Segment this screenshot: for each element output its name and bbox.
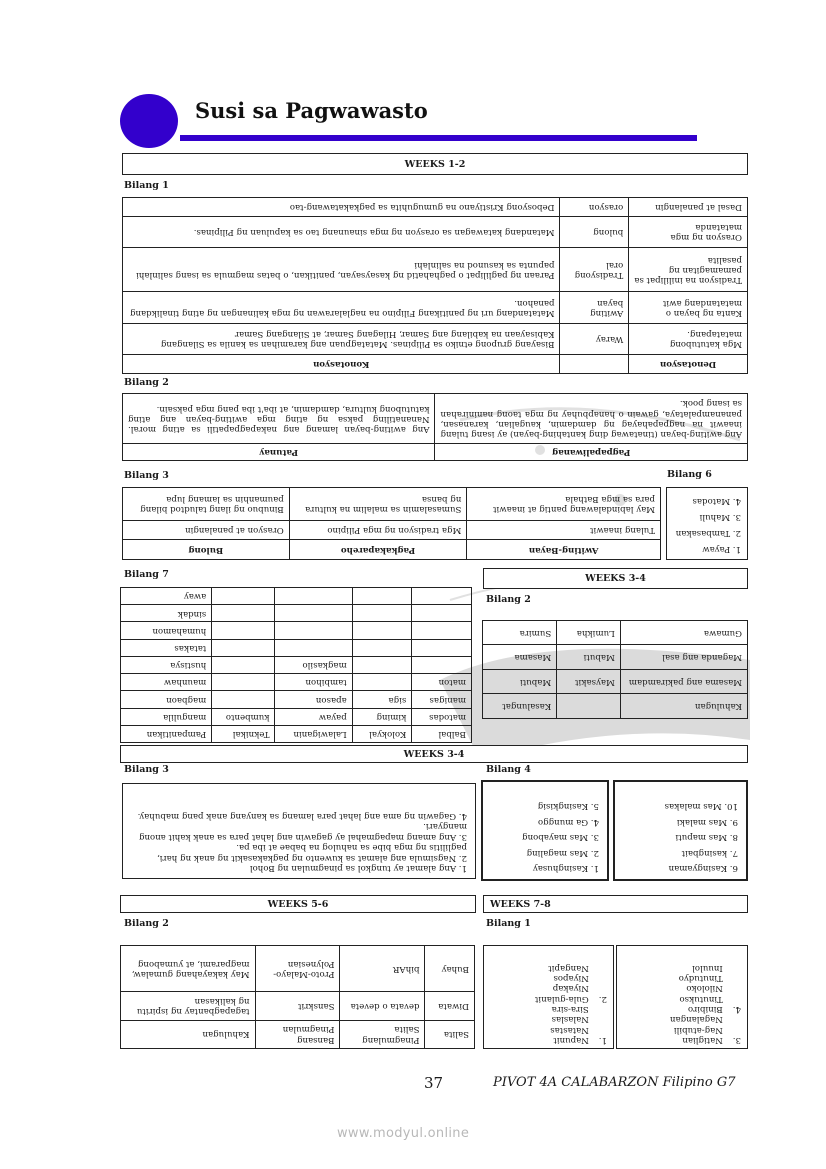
table-cell: Tradisyong oral	[560, 248, 629, 292]
table-cell: orasyon	[560, 198, 629, 217]
table-cell	[212, 656, 275, 673]
module-title: PIVOT 4A CALABARZON Filipino G7	[493, 1075, 736, 1090]
table-row	[123, 292, 748, 323]
table-cell: Paraan ng paglilipat o paghahatid ng kasaysayan, panitikan, o batas magmula sa isang salinlahi papunta sa kasunod na salinlahi	[123, 248, 561, 292]
synonym-word: Nag-atubili	[673, 1024, 723, 1035]
table-row	[123, 323, 748, 354]
synonym-word: Tinutudyo	[678, 973, 723, 984]
synonym-word: Tinutukso	[679, 993, 723, 1004]
table-cell: Orasyon at panalangin	[123, 520, 290, 540]
table-header-row	[123, 355, 748, 374]
table-row	[123, 520, 661, 540]
table-row	[123, 216, 748, 247]
table-row	[121, 1020, 475, 1048]
weeks-3-4-banner	[483, 568, 748, 589]
bilang-label: Bilang 1	[486, 918, 531, 929]
item-number: 2.	[598, 993, 607, 1004]
table-cell: tambihon	[275, 674, 352, 691]
weeks-label: WEEKS 1-2	[404, 158, 466, 170]
bilang3-answer-box	[122, 783, 476, 879]
table-cell: Sanskrit	[255, 992, 340, 1020]
list-item: 9. Mas malaki	[676, 816, 738, 827]
table-cell: Mabuti	[557, 645, 621, 670]
table-cell	[212, 588, 275, 605]
column-header	[560, 355, 629, 374]
list-item: 1. Ang alamat ay tungkol sa pinagmulan ng Bohol	[249, 863, 467, 873]
table-cell: Kanta ng bayan o matatandang awit	[629, 292, 748, 323]
watermark-link[interactable]: www.modyul.online	[337, 1126, 470, 1141]
table-cell	[275, 622, 352, 639]
weeks-3-4-banner	[120, 745, 748, 763]
bilang1-box-right	[483, 945, 614, 1049]
table-cell: payaw	[275, 708, 352, 725]
list-item: 2. Tambasakan	[675, 528, 741, 538]
list-item: 2. Nagsimula ang alamat sa kuwento ng pagkakasakit ng anak ng hari, paglilitis ng mga bibe sa nahulog na babae at iba pa.	[157, 842, 467, 863]
table-row	[121, 708, 472, 725]
table-cell	[212, 674, 275, 691]
synonym-word: Nalaslas	[551, 1014, 589, 1025]
synonym-word: Natiglian	[682, 1035, 723, 1045]
table-row	[121, 639, 472, 656]
table-cell: apason	[275, 691, 352, 708]
table-cell: Bansang Pinagmulan	[255, 1020, 340, 1048]
table-cell: Tradisyon na inililipat sa pamamagitan ng pasalita	[629, 248, 748, 292]
list-item	[490, 963, 607, 1004]
synonym-word: Nagalangan	[669, 1014, 723, 1025]
table-cell: Debosyong Kristiyano na gumuguhita sa pagkakatawang-tao	[123, 198, 561, 217]
table-cell: Matandang katawagan sa orasyon ng mga sinaunang tao sa kapuluan ng Pilipinas.	[123, 216, 561, 247]
synonym-word: Natastas	[550, 1024, 589, 1035]
column-header: Patunay	[123, 444, 436, 461]
table-cell	[352, 656, 412, 673]
table-cell: tatakas	[121, 639, 212, 656]
table-cell: Kahulugan	[620, 694, 747, 719]
list-item: 3. Mahuli	[699, 512, 741, 522]
table-cell: Sumira	[483, 621, 557, 646]
bilang6-answer-box	[666, 487, 748, 560]
etimolohiya-table	[120, 945, 475, 1049]
table-cell: Kasalungat	[483, 694, 557, 719]
table-cell: Mga tradisyon ng mga Pilipino	[289, 520, 467, 540]
table-cell	[352, 588, 412, 605]
item-number: 3.	[732, 1035, 741, 1045]
bilang2-table-wrapper	[122, 393, 748, 461]
table-cell: sindak	[121, 605, 212, 622]
awiting-bayan-bulong-table	[122, 487, 661, 560]
table-cell: bihAR	[340, 946, 425, 992]
table-cell: Ang awiting-bayan lamang ang nakapagpapatili sa ating moral. Nananatiling paksa ng ating mga awiting-bayan ang ating katutubong kultura, damdamin, at iba't iba pang mga paksain.	[123, 394, 436, 444]
bilang3-table-wrapper	[122, 487, 661, 560]
bilang-label: Bilang 2	[486, 594, 531, 605]
denotasyon-konotasyon-table	[122, 197, 748, 374]
table-cell: Proto-Malayo-Polynesian	[255, 946, 340, 992]
table-cell: humahamon	[121, 622, 212, 639]
bilang3-list	[131, 810, 467, 873]
column-header: Kolokyal	[352, 725, 412, 742]
column-header: Konotasyon	[123, 355, 561, 374]
table-cell: Awiting bayan	[560, 292, 629, 323]
synonym-word: Napunit	[553, 1035, 589, 1045]
table-cell	[275, 605, 352, 622]
table-cell: Mga katutubong matatapang.	[629, 323, 748, 354]
synonym-word: Inuulol	[692, 962, 723, 973]
table-cell	[275, 639, 352, 656]
list-item: 1. Payaw	[702, 544, 741, 554]
column-header: Pampanitikan	[121, 725, 212, 742]
table-cell: Kahulugan	[121, 1020, 256, 1048]
table-row	[121, 622, 472, 639]
table-cell: maunhaw	[121, 674, 212, 691]
table-cell: Pinagmulang Salita	[340, 1020, 425, 1048]
table-header-row	[123, 540, 661, 560]
table-cell	[212, 691, 275, 708]
table-row	[123, 248, 748, 292]
table-row	[483, 694, 748, 719]
pagpapaliwanag-patunay-table	[122, 393, 748, 461]
synonym-word: Niyakap	[552, 983, 589, 994]
table-cell	[352, 674, 412, 691]
table-cell: Gumawa	[620, 621, 747, 646]
list-item: 6. Kasingyaman	[668, 863, 738, 873]
table-cell: Bisayang grupong etniko sa Pilipinas. Matatagpuan ang karamihan sa kanila sa Silangang Kabisayaan na kabilang ang Samar, Hilagang Samar, at Silangang Samar	[123, 323, 561, 354]
table-cell: Waray	[560, 323, 629, 354]
synonym-word: Nangapit	[548, 962, 589, 973]
table-row	[123, 394, 748, 444]
table-cell	[352, 639, 412, 656]
table-cell: May kakayahang gumalaw, magparami, at yumabong	[121, 946, 256, 992]
item-number: 1.	[598, 1035, 607, 1045]
weeks-5-6-banner	[120, 895, 476, 913]
table-cell: bulong	[560, 216, 629, 247]
title-underline	[180, 135, 697, 141]
column-header: Awiting-Bayan	[467, 540, 661, 560]
table-cell: Maganda ang asal	[620, 645, 747, 670]
column-header: Denotasyon	[629, 355, 748, 374]
item-number: 4.	[732, 1004, 741, 1015]
column-header: Balbal	[412, 725, 472, 742]
bilang-label: Bilang 1	[124, 180, 169, 191]
bilang1-table-wrapper	[122, 197, 748, 374]
table-cell: hustisya	[121, 656, 212, 673]
bilang-label: Bilang 3	[124, 470, 169, 481]
list-item: 10. Mas malakas	[664, 801, 738, 812]
table-cell: manigas	[412, 691, 472, 708]
bilang7-table-wrapper	[120, 587, 472, 743]
bilang4-list	[485, 798, 605, 875]
list-item: 2. Mas magaling	[526, 847, 599, 858]
table-header-row	[121, 725, 472, 742]
bilang4-box-right	[481, 780, 609, 881]
page-number: 37	[424, 1074, 444, 1092]
bilang-label: Bilang 7	[124, 569, 169, 580]
bilang1-box-left	[616, 945, 748, 1049]
column-header: Bulong	[123, 540, 290, 560]
synonym-word: Gula-gulanit	[534, 993, 589, 1004]
column-header: Pagpapaliwanag	[435, 444, 748, 461]
table-row	[123, 488, 661, 521]
table-cell: Dasal at panalangin	[629, 198, 748, 217]
list-item: 3. Mas mayabong	[522, 832, 599, 843]
table-row	[483, 621, 748, 646]
table-cell: Tulang inaawit	[467, 520, 661, 540]
table-cell: Sumasalamin sa malalim na kultura ng bansa	[289, 488, 467, 521]
table-cell: Ang awiting-bayan (tinatawag ding kantahing-bayan) ay isang tulang inaawit na nagpapahayag ng damdamin, kaugalian, karanasan, pananampalataya, gawain o hanapbuhay ng mga taong naninirahan sa isang pook.	[435, 394, 748, 444]
list-item	[490, 1004, 607, 1045]
weeks-1-2-banner	[122, 153, 748, 175]
table-row	[121, 691, 472, 708]
synonym-word: Binibiro	[687, 1004, 723, 1015]
table-cell	[412, 639, 472, 656]
column-header: Pagkakapareho	[289, 540, 467, 560]
table-row	[121, 605, 472, 622]
table-row	[121, 656, 472, 673]
table-cell: siga	[352, 691, 412, 708]
table-cell: Masama ang pakiramdam	[620, 670, 747, 695]
table-cell: mangulila	[121, 708, 212, 725]
table-cell	[275, 588, 352, 605]
list-item	[623, 1014, 741, 1045]
weeks-label: WEEKS 7-8	[490, 898, 551, 910]
list-item: 1. Kasinghusay	[532, 863, 599, 873]
table-cell: magbaon	[121, 691, 212, 708]
kahulugan-table-wrapper	[482, 620, 748, 719]
bilang-label: Bilang 2	[124, 377, 169, 388]
table-cell	[412, 605, 472, 622]
column-header: Lalawiganin	[275, 725, 352, 742]
list-item: 4. Gagawin ng ama ang lahat para lamang sa kanyang anak pang mabuhay.	[137, 810, 467, 821]
table-cell: Lumikha	[557, 621, 621, 646]
table-cell: maton	[412, 674, 472, 691]
table-row	[123, 198, 748, 217]
table-row	[121, 588, 472, 605]
table-cell: tagapagbantay ng ispiritu ng kalikasan	[121, 992, 256, 1020]
etimolohiya-table-wrapper	[120, 945, 475, 1049]
table-cell	[412, 588, 472, 605]
table-cell	[412, 622, 472, 639]
weeks-7-8-banner	[483, 895, 748, 913]
table-cell: magkasilo	[275, 656, 352, 673]
bilang-label: Bilang 3	[124, 764, 169, 775]
bilang4-box-left	[613, 780, 748, 881]
table-cell	[352, 605, 412, 622]
synonym-word: Niloloko	[686, 983, 723, 994]
table-cell: kiming	[352, 708, 412, 725]
list-item: 4. Matodas	[692, 496, 741, 506]
weeks-label: WEEKS 5-6	[267, 898, 329, 910]
table-header-row	[123, 444, 748, 461]
table-cell	[212, 622, 275, 639]
table-row	[121, 946, 475, 992]
synonym-word: Niyapos	[553, 973, 589, 984]
bilang4-list	[617, 798, 744, 875]
table-row	[483, 645, 748, 670]
list-item: 7. kasingbait	[681, 847, 738, 858]
bilang-label: Bilang 2	[124, 918, 169, 929]
table-cell: Orasyon ng mga matatanda	[629, 216, 748, 247]
table-row	[483, 670, 748, 695]
table-cell: May labindalawang pantig at inaawit para sa mga Bathala	[467, 488, 661, 521]
bilang-label: Bilang 6	[667, 469, 712, 480]
table-cell: Maysakit	[557, 670, 621, 695]
table-cell: Buhay	[425, 946, 475, 992]
list-item: 4. Ga munggo	[537, 816, 599, 827]
table-cell	[212, 639, 275, 656]
list-item: 8. Mas maputi	[675, 832, 738, 843]
weeks-label: WEEKS 3-4	[585, 573, 646, 584]
table-cell: kumbento	[212, 708, 275, 725]
table-cell	[352, 622, 412, 639]
weeks-label: WEEKS 3-4	[403, 748, 465, 760]
bilang-label: Bilang 4	[486, 764, 531, 775]
table-cell	[212, 605, 275, 622]
table-cell: matodas	[412, 708, 472, 725]
table-cell: Mabuti	[483, 670, 557, 695]
antas-ng-wika-table	[120, 587, 472, 743]
synonym-word: Sira-sira	[551, 1004, 589, 1015]
list-item: 3. Ang amang mapagmahal ay gagawin ang lahat para sa anak kahit anong mangyari.	[138, 821, 467, 842]
kahulugan-kasalungat-table	[482, 620, 748, 719]
table-cell: away	[121, 588, 212, 605]
table-cell: Diwata	[425, 992, 475, 1020]
table-cell: Binubuo ng ilang taludtod bilang paumanhin sa lamang lupa	[123, 488, 290, 521]
column-header: Teknikal	[212, 725, 275, 742]
table-cell	[412, 656, 472, 673]
list-item: 5. Kasingkisig	[537, 801, 599, 812]
table-cell	[557, 694, 621, 719]
table-cell: Salita	[425, 1020, 475, 1048]
header-circle-icon	[120, 94, 178, 148]
table-row	[121, 674, 472, 691]
list-item	[623, 963, 741, 1015]
table-cell: Masama	[483, 645, 557, 670]
table-cell: devata o deveta	[340, 992, 425, 1020]
bilang6-list	[667, 493, 747, 557]
table-row	[121, 992, 475, 1020]
table-cell: Matatandang uri ng panitikang Filipino na naglalarawan ng mga kalinangan ng ating tinalikdang panahon.	[123, 292, 561, 323]
page-title: Susi sa Pagwawasto	[195, 98, 428, 123]
